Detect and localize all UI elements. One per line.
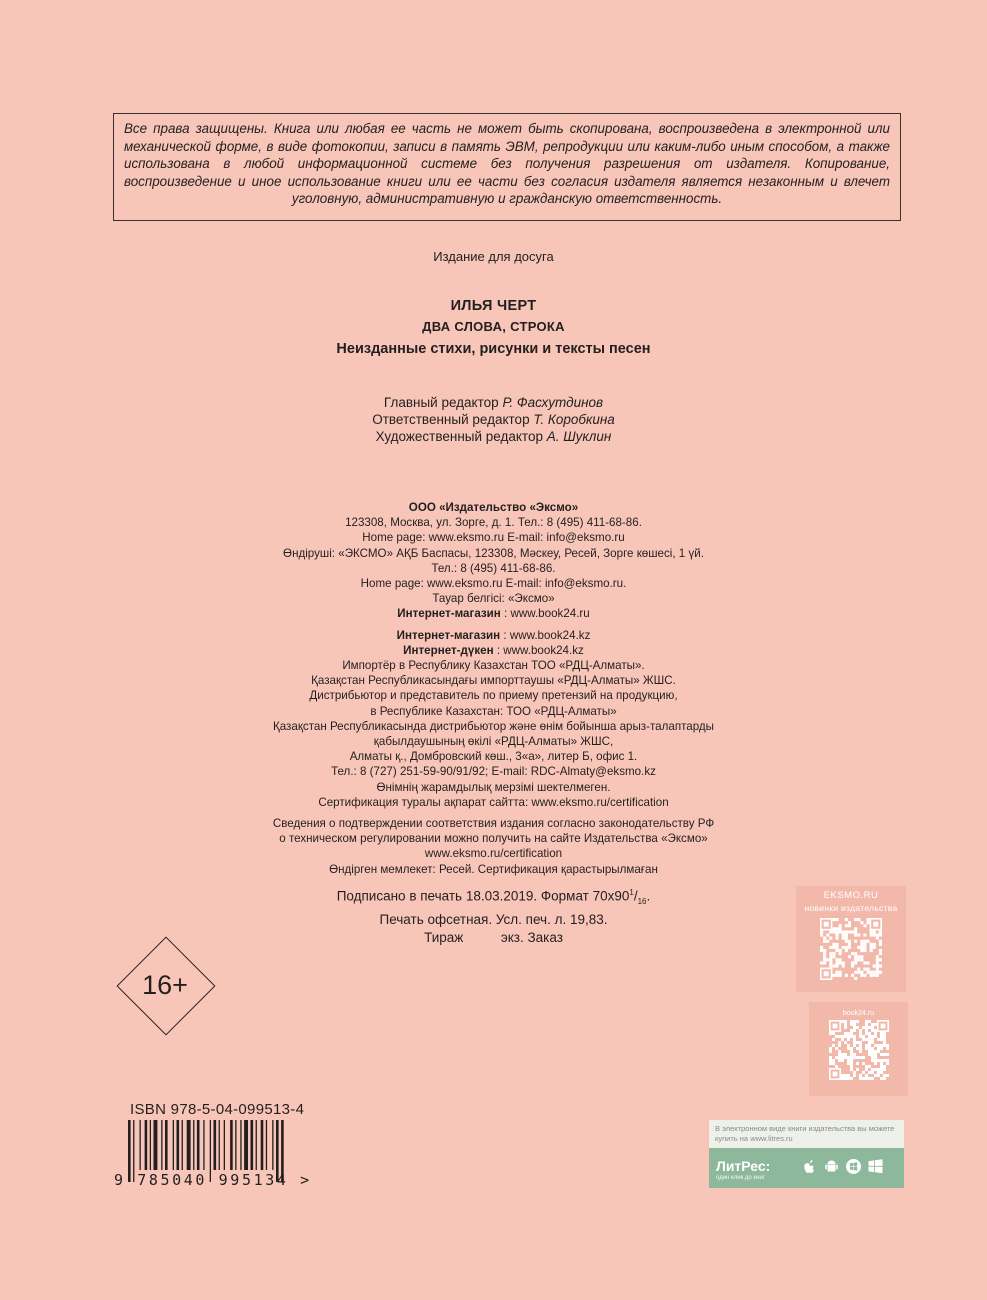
- shop-kz: Интернет-магазин : www.book24.kz: [396, 628, 591, 642]
- eksmo-qr-site: EKSMO.RU: [823, 890, 879, 901]
- certification-ru-3: www.eksmo.ru/certification: [424, 847, 563, 861]
- certification-ru-2: о техническом регулировании можно получить на сайте Издательства «Эксмо»: [279, 832, 708, 846]
- apple-icon: [801, 1158, 818, 1175]
- distributor-kz-line-2: қабылдаушының өкілі «РДЦ-Алматы» ЖШС,: [373, 735, 614, 749]
- android-icon: [823, 1158, 840, 1175]
- distributor-line-2: в Республике Казахстан: ТОО «РДЦ-Алматы»: [370, 704, 617, 718]
- age-rating-label: 16+: [142, 970, 188, 1000]
- country-of-origin: Өндірген мемлекет: Ресей. Сертификация қарастырылмаған: [329, 862, 658, 876]
- eksmo-qr-code-icon: [820, 918, 882, 980]
- editor-line: Главный редактор Р. Фасхутдинов: [383, 395, 604, 410]
- book-subtitle: Неизданные стихи, рисунки и тексты песен: [336, 341, 651, 357]
- publisher-home: Home page: www.eksmo.ru E-mail: info@eksmo.ru: [362, 531, 625, 545]
- kz-phone: Тел.: 8 (495) 411-68-86.: [431, 561, 556, 575]
- editors-list: [0, 394, 987, 445]
- litres-tagline: один клик до книг: [716, 1175, 765, 1181]
- copyright-notice-text: Все права защищены. Книга или любая ее часть не может быть скопирована, воспроизведена в электронной или механической форме, в виде фотокопии, записи в память ЭВМ, репродукции или каким-либо иным способом, а также использована в любой информационной системе без получения разрешения от издателя. Копирование, воспроизведение и иное использование книги или ее части без согласия издателя является незаконным и влечет уголовную, административную и гражданскую ответственность.: [124, 121, 890, 207]
- windows-icon: [867, 1158, 884, 1175]
- shop-ru: Интернет-магазин : www.book24.ru: [397, 607, 590, 621]
- kz-producer: Өндіруші: «ЭКСМО» АҚБ Баспасы, 123308, Мәскеу, Ресей, Зорге көшесі, 1 үй.: [283, 546, 704, 560]
- copyright-notice-box: [113, 113, 901, 221]
- author-name: ИЛЬЯ ЧЕРТ: [450, 298, 537, 314]
- barcode-digits: 9 785040 995134 >: [114, 1171, 312, 1189]
- importer: Импортёр в Республику Казахстан ТОО «РДЦ-Алматы».: [342, 659, 645, 673]
- litres-banner: [709, 1120, 904, 1188]
- importer-kz: Қазақстан Республикасындағы импорттаушы «РДЦ-Алматы» ЖШС.: [311, 674, 676, 688]
- editor-line: Художественный редактор А. Шуклин: [375, 429, 612, 444]
- book24-qr-panel: [809, 1002, 908, 1096]
- shelf-life: Өнімнің жарамдылық мерзімі шектелмеген.: [376, 780, 611, 794]
- litres-notice: В электронном виде книги издательства вы можете купить на www.litres.ru: [709, 1120, 904, 1148]
- print-line-1: Подписано в печать 18.03.2019. Формат $70x90^1/_{16}$.: [336, 888, 651, 907]
- eksmo-qr-tagline: новинки издательства: [804, 903, 898, 913]
- publisher-name: ООО «Издательство «Эксмо»: [408, 501, 579, 514]
- book24-qr-code-icon: [829, 1020, 889, 1080]
- certification-kz: Сертификация туралы ақпарат сайтта: www.eksmo.ru/certification: [318, 795, 669, 809]
- publisher-address: 123308, Москва, ул. Зорге, д. 1. Тел.: 8 (495) 411-68-86.: [345, 516, 642, 530]
- publisher-info: [0, 500, 987, 877]
- litres-logo: ЛитРес:: [716, 1158, 771, 1174]
- isbn-number: ISBN 978-5-04-099513-4: [130, 1101, 305, 1118]
- almaty-contacts: Тел.: 8 (727) 251-59-90/91/92; E-mail: RDC-Almaty@eksmo.kz: [331, 765, 656, 779]
- certification-ru-1: Сведения о подтверждении соответствия издания согласно законодательству РФ: [272, 817, 715, 831]
- print-line-2: Печать офсетная. Усл. печ. л. 19,83.: [379, 912, 608, 928]
- distributor-line-1: Дистрибьютор и представитель по приему претензий на продукцию,: [309, 689, 678, 703]
- almaty-address: Алматы қ., Домбровский көш., 3«а», литер Б, офис 1.: [349, 750, 638, 764]
- kz-home: Home page: www.eksmo.ru E-mail: info@eksmo.ru.: [360, 577, 627, 591]
- book24-qr-site: book24.ru: [842, 1010, 875, 1017]
- eksmo-qr-panel: [796, 886, 906, 992]
- print-line-3: Тираж экз. Заказ: [424, 930, 563, 946]
- trademark: Тауар белгісі: «Эксмо»: [432, 592, 555, 606]
- book-title: ДВА СЛОВА, СТРОКА: [422, 319, 565, 334]
- age-rating-badge: [117, 937, 213, 1033]
- editor-line: Ответственный редактор Т. Коробкина: [372, 412, 615, 427]
- edition-type: Издание для досуга: [433, 249, 554, 264]
- distributor-kz-line-1: Қазақстан Республикасында дистрибьютор және өнім бойынша арыз-талаптарды: [272, 719, 714, 733]
- shop-kz-kazakh: Интернет-дүкен : www.book24.kz: [403, 643, 584, 657]
- windows-phone-icon: [845, 1158, 862, 1175]
